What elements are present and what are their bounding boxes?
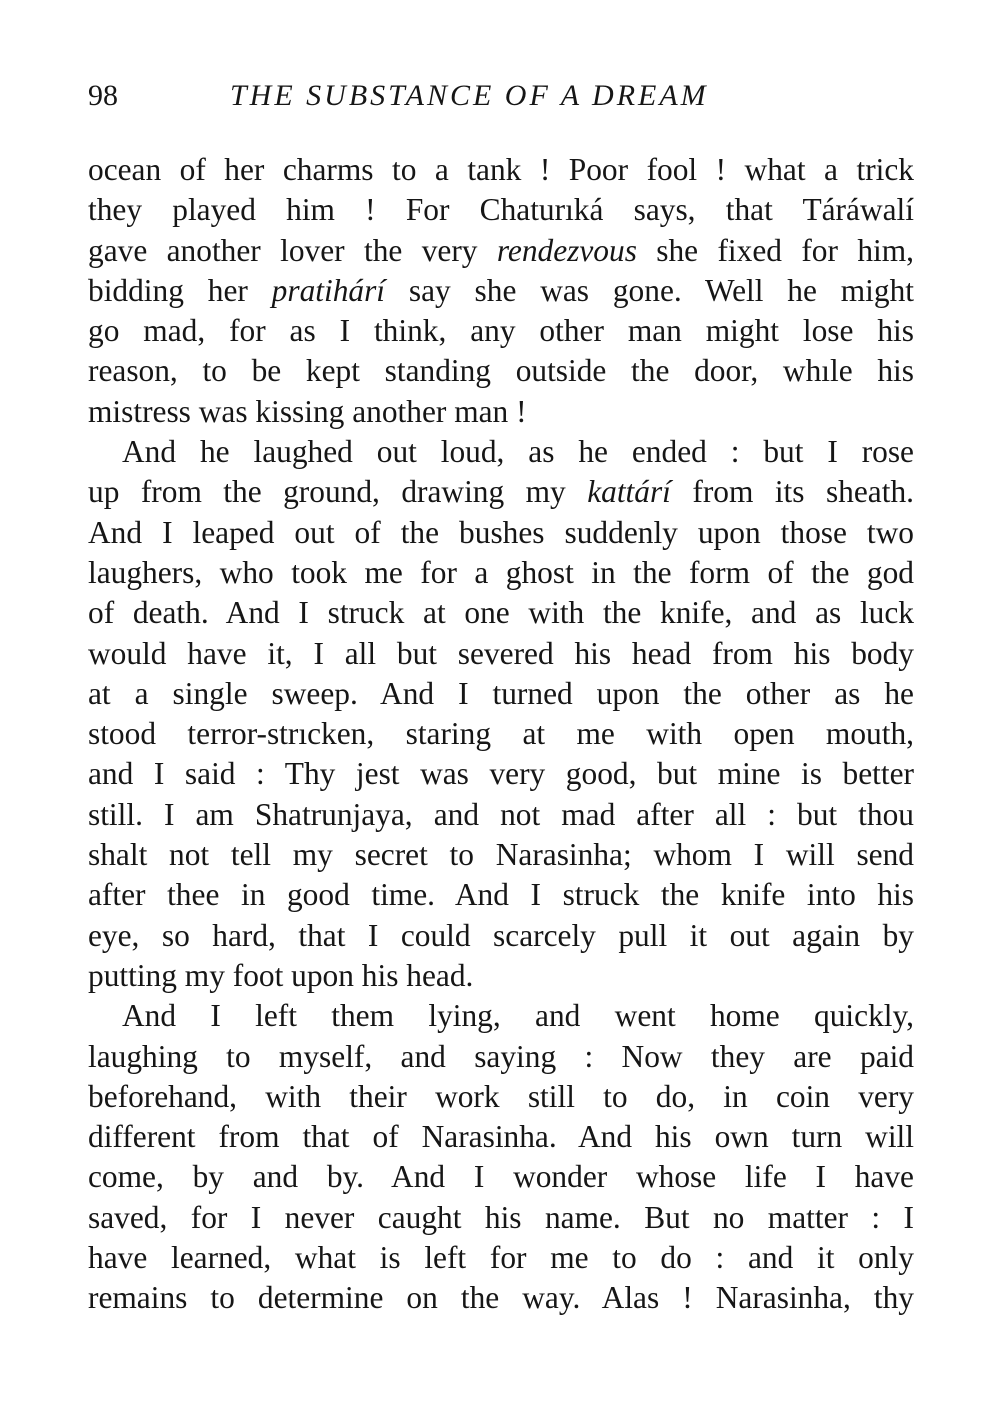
text-run: up from the ground, drawing my — [88, 474, 588, 510]
text-run: still. I am Shatrunjaya, and not mad after all : but thou — [88, 796, 914, 832]
text-run: beforehand, with their work still to do, in coin very — [88, 1078, 914, 1114]
text-run: putting my foot upon his head. — [88, 957, 474, 993]
italic-word: pratihárí — [271, 272, 386, 308]
text-run: would have it, I all but severed his head from his body — [88, 635, 914, 671]
text-line — [88, 1117, 914, 1157]
text-run: shalt not tell my secret to Narasinha; whom I will send — [88, 837, 914, 873]
text-line — [88, 795, 914, 835]
text-run: And I left them lying, and went home quickly, — [122, 998, 914, 1034]
text-run: stood terror-strıcken, staring at me with open mouth, — [88, 716, 914, 752]
text-line — [88, 553, 914, 593]
text-line — [88, 231, 914, 271]
running-header — [88, 78, 918, 118]
text-line — [88, 956, 914, 996]
text-run: have learned, what is left for me to do : and it only — [88, 1240, 914, 1276]
text-line — [88, 392, 914, 432]
text-run: laughing to myself, and saying : Now they are paid — [88, 1038, 914, 1074]
text-run: remains to determine on the way. Alas ! Narasinha, thy — [88, 1280, 914, 1316]
text-run: at a single sweep. And I turned upon the other as he — [88, 675, 914, 711]
page-number: 98 — [88, 79, 118, 112]
text-run: from its sheath. — [670, 474, 914, 510]
text-run: laughers, who took me for a ghost in the form of the god — [88, 554, 914, 590]
paragraph — [88, 432, 914, 996]
text-run: reason, to be kept standing outside the door, whıle his — [88, 353, 914, 389]
text-line — [88, 150, 914, 190]
text-line — [88, 996, 914, 1036]
text-line — [88, 754, 914, 794]
text-run: come, by and by. And I wonder whose life I have — [88, 1159, 914, 1195]
text-line — [88, 1037, 914, 1077]
paragraph — [88, 996, 914, 1318]
text-run: after thee in good time. And I struck the knife into his — [88, 877, 914, 913]
body-text — [88, 150, 914, 1319]
text-line — [88, 1278, 914, 1318]
text-run: saved, for I never caught his name. But no matter : I — [88, 1199, 914, 1235]
text-line — [88, 875, 914, 915]
text-line — [88, 835, 914, 875]
text-run: and I said : Thy jest was very good, but mine is better — [88, 756, 914, 792]
text-line — [88, 190, 914, 230]
text-line — [88, 311, 914, 351]
text-line — [88, 513, 914, 553]
text-line — [88, 593, 914, 633]
text-line — [88, 432, 914, 472]
text-run: of death. And I struck at one with the knife, and as luck — [88, 595, 914, 631]
text-run: she fixed for him, — [636, 232, 914, 268]
text-run: bidding her — [88, 272, 272, 308]
text-line — [88, 634, 914, 674]
text-line — [88, 1238, 914, 1278]
text-line — [88, 351, 914, 391]
text-run: ocean of her charms to a tank ! Poor fool ! what a trick — [88, 152, 914, 187]
text-line — [88, 271, 914, 311]
text-line — [88, 472, 914, 512]
text-run: gave another lover the very — [88, 232, 497, 268]
text-line — [88, 714, 914, 754]
text-line — [88, 674, 914, 714]
text-run: say she was gone. Well he might — [385, 272, 914, 308]
text-run: mistress was kissing another man ! — [88, 393, 527, 429]
text-run: eye, so hard, that I could scarcely pull it out again by — [88, 917, 914, 953]
text-run: And I leaped out of the bushes suddenly upon those two — [88, 514, 914, 550]
italic-word: kattárí — [587, 474, 671, 510]
text-run: different from that of Narasinha. And his own turn will — [88, 1119, 914, 1155]
paragraph — [88, 150, 914, 432]
text-line — [88, 916, 914, 956]
text-line — [88, 1077, 914, 1117]
text-line — [88, 1157, 914, 1197]
running-title: THE SUBSTANCE OF A DREAM — [230, 79, 709, 112]
italic-word: rendezvous — [496, 232, 637, 268]
text-run: And he laughed out loud, as he ended : but I rose — [122, 434, 914, 470]
text-run: they played him ! For Chaturıká says, that Táráwalí — [88, 192, 914, 228]
text-run: go mad, for as I think, any other man might lose his — [88, 313, 914, 349]
text-line — [88, 1198, 914, 1238]
